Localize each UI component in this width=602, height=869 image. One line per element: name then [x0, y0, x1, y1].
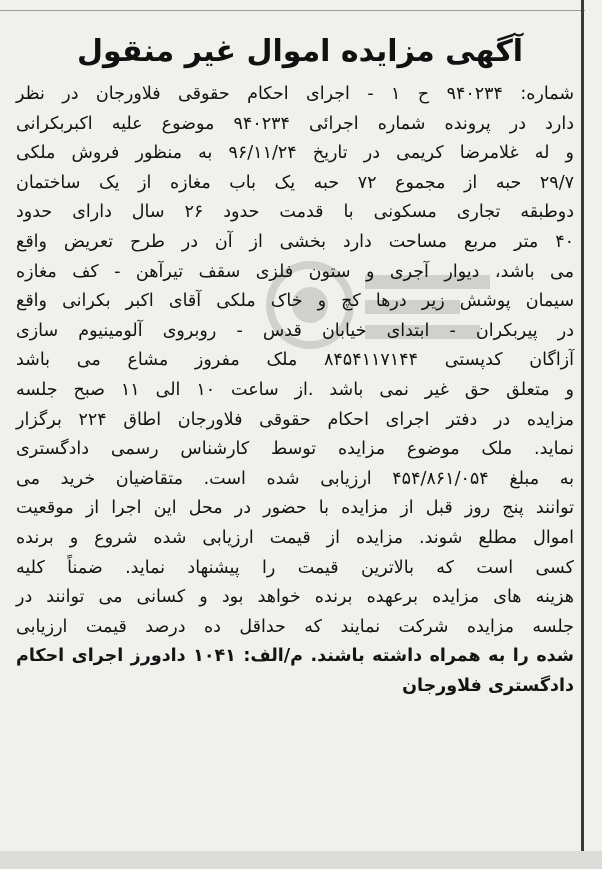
notice-line: مزایده در دفتر اجرای احکام حقوقی فلاورجان اطاق ۲۲۴ برگزار: [16, 409, 575, 430]
notice-title: آگهی مزایده اموال غیر منقول: [76, 34, 524, 69]
top-divider: [0, 10, 585, 11]
notice-line: سیمان پوشش زیر درها کچ و خاک ملکی آقای اکبر بکرانی واقع: [16, 291, 574, 312]
notice-line: و متعلق حق غیر نمی باشد .از ساعت ۱۰ الی ۱۱ صبح جلسه: [16, 379, 575, 400]
notice-line: نماید. ملک موضوع مزایده توسط کارشناس رسمی دادگستری: [16, 439, 574, 460]
notice-line: اموال مطلع شوند. مزایده از قیمت ارزیابی شده شروع و برنده: [16, 527, 574, 548]
notice-line: شماره: ۹۴۰۲۳۴ ح ۱ - اجرای احکام حقوقی فلاورجان در نظر: [16, 84, 574, 104]
notice-line: و له غلامرضا کریمی در تاریخ ۹۶/۱۱/۲۴ به منظور فروش ملکی: [16, 143, 574, 164]
notice-line: دوطبقه تجاری مسکونی با قدمت حدود ۲۶ سال دارای حدود: [16, 202, 575, 223]
notice-line: توانند پنج روز قبل از مزایده با حضور در محل این اجرا از موقعیت: [16, 498, 574, 519]
notice-line: دارد در پرونده شماره اجرائی ۹۴۰۲۳۴ موضوع علیه اکبربکرانی: [16, 113, 575, 134]
notice-line: هزینه های مزایده برعهده برنده خواهد بود و کسانی می توانند در: [16, 587, 574, 608]
notice-line: می باشد، دیوار آجری و ستون فلزی سقف تیرآهن - کف مغازه: [16, 261, 574, 282]
notice-signature: دادگستری فلاورجان: [402, 675, 574, 696]
notice-body: [16, 80, 574, 701]
page-bottom-edge: [0, 851, 602, 869]
notice-line: در پیربکران - ابتدای خیابان قدس - روبروی آلومینیوم سازی: [16, 320, 574, 341]
notice-line: جلسه مزایده شرکت نمایند که حداقل ده درصد قیمت ارزیابی: [16, 616, 574, 637]
notice-line: ۴۰ متر مربع مساحت دارد بخشی از آن در طرح تعریض واقع: [16, 231, 574, 252]
notice-line: ۲۹/۷ حبه از مجموع ۷۲ حبه یک باب مغازه از یک ساختمان: [16, 172, 574, 193]
notice-line: شده را به همراه داشته باشند. م/الف: ۱۰۴۱ دادورز اجرای احکام: [16, 646, 575, 667]
notice-line: به مبلغ ۴۵۴/۸۶۱/۰۵۴ ارزیابی شده است. متقاضیان خرید می: [16, 468, 574, 489]
notice-line: آزاگان کدپستی ۸۴۵۴۱۱۷۱۴۴ ملک مفروز مشاع می باشد: [16, 350, 574, 371]
notice-line: کسی است که بالاترین قیمت را پیشنهاد نماید. ضمناً کلیه: [16, 557, 574, 578]
column-divider: [581, 0, 584, 869]
